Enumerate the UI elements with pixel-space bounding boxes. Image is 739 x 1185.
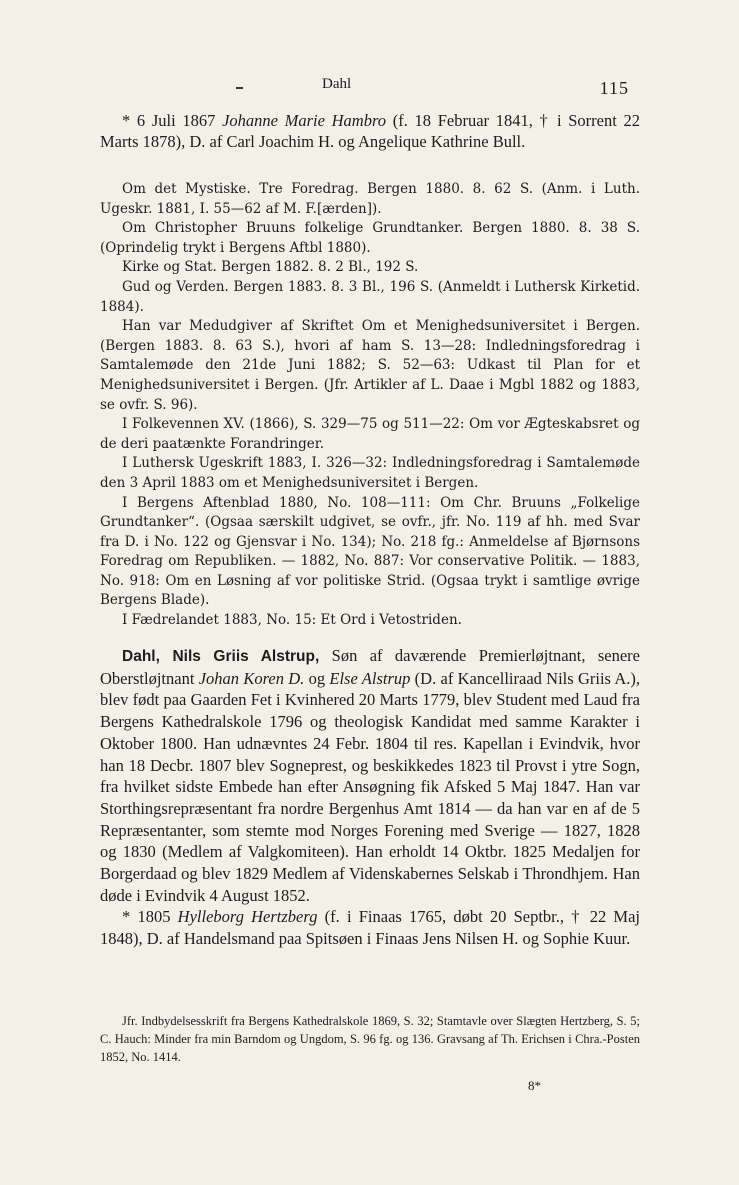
references-block [100, 1012, 640, 1066]
running-title: Dahl [322, 76, 352, 92]
marriage2-rest: (f. i Finaas 1765, døbt 20 Septbr., † 22 Maj 1848), D. af Handelsmand paa Spitsøen i Finaas Jens Nilsen H. og Sophie Kuur. [100, 907, 641, 949]
intro-b: og [304, 668, 330, 688]
work-item: I Luthersk Ugeskrift 1883, I. 326—32: Indledningsforedrag i Samtalemøde den 3 April 1883 om et Menighedsuniversitet i Bergen. [100, 455, 640, 491]
work-item: Kirke og Stat. Bergen 1882. 8. 2 Bl., 192 S. [122, 259, 419, 276]
references: Jfr. Indbydelsesskrift fra Bergens Kathedralskole 1869, S. 32; Stamtavle over Slægten Hertzberg, S. 5; C. Hauch: Minder fra min Barndom og Ungdom, S. 96 fg. og 136. Gravsang af Th. Erichsen i Chra.-Posten 1852, No. 1414. [100, 1014, 640, 1064]
works-list [100, 180, 640, 631]
work-item: I Bergens Aftenblad 1880, No. 108—111: Om Chr. Bruuns „Folkelige Grundtanker“. (Ogsaa særskilt udgivet, se ovfr., jfr. No. 119 af hh. med Svar fra D. i No. 122 og Gjensvar i No. 134); No. 218 fg.: Anmeldelse af Bjørnsons Foredrag om Republiken. — 1882, No. 887: Vor conservative Politik. — 1883, No. 918: Om en Løsning af vor politiske Strid. (Ogsaa trykt i samtlige øvrige Bergens Blade). [100, 494, 640, 609]
marriage-paragraph [100, 110, 640, 152]
work-item: I Fædrelandet 1883, No. 15: Et Ord i Vetostriden. [122, 612, 462, 629]
intro-a: Søn af daværende Premierløjtnant, senere Oberstløjtnant [100, 646, 640, 688]
marriage2-paragraph [100, 906, 640, 949]
entry2 [100, 645, 640, 950]
work-item: Gud og Verden. Bergen 1883. 8. 3 Bl., 196 S. (Anmeldt i Luthersk Kirketid. 1884). [100, 278, 640, 315]
page-number: 115 [599, 78, 629, 98]
entry1-marriage [100, 110, 640, 152]
biography-paragraph [100, 645, 640, 906]
work-item: Han var Medudgiver af Skriftet Om et Menighedsuniversitet i Bergen. (Bergen 1883. 8. 63 S.), hvori af ham S. 13—28: Indledningsforedrag i Samtalemøde den 21de Juni 1882; S. 52—63: Udkast til Plan for et Menighedsuniversitet i Bergen. (Jfr. Artikler af L. Daae i Mgbl 1882 og 1883, se ovfr. S. 96). [100, 318, 640, 413]
work-item: Om det Mystiske. Tre Foredrag. Bergen 1880. 8. 62 S. (Anm. i Luth. Ugeskr. 1881, I. 55—62 af M. F.[ærden]). [100, 181, 640, 217]
marriage-lead: * 6 Juli 1867 [122, 111, 223, 130]
biography-body: (D. af Kancelliraad Nils Griis A.), blev født paa Gaarden Fet i Kvinhered 20 Marts 1779, blev Student med Laud fra Bergens Kathedralskole 1796 og theologisk Kandidat med samme Karakter i Oktober 1800. Han udnævntes 24 Febr. 1804 til res. Kapellan i Evindvik, hvor han 18 Decbr. 1807 blev Sogneprest, og beskikkedes 1823 til Provst i ytre Sogn, fra hvilket sidste Embede han efter Ansøgning fik Afsked 5 Maj 1847. Han var Storthingsrepræsentant fra nordre Bergenhus Amt 1814 — da han var en af de 5 Repræsentanter, som stemte mod Norges Forening med Sverige — 1827, 1828 og 1830 (Medlem af Valgkomiteen). Han erholdt 14 Oktbr. 1825 Medaljen for Borgerdaad og blev 1829 Medlem af Videnskabernes Selskab i Throndhjem. Han døde i Evindvik 4 August 1852. [100, 668, 641, 905]
spouse-name: Johanne Marie Hambro [222, 111, 387, 130]
running-head [0, 70, 739, 100]
marriage-rest: (f. 18 Februar 1841, † i Sorrent 22 Marts 1878), D. af Carl Joachim H. og Angelique Kathrine Bull. [100, 111, 640, 151]
work-item: Om Christopher Bruuns folkelige Grundtanker. Bergen 1880. 8. 38 S. (Oprindelig trykt i Bergens Aftbl 1880). [100, 220, 640, 256]
signature-mark: 8* [528, 1078, 541, 1093]
spouse2-name: Hylleborg Hertzberg [177, 907, 318, 927]
print-mark [236, 87, 243, 89]
father-name: Johan Koren D. [198, 668, 305, 688]
marriage2-lead: * 1805 [122, 907, 178, 927]
mother-name: Else Alstrup [329, 668, 411, 688]
work-item: I Folkevennen XV. (1866), S. 329—75 og 511—22: Om vor Ægteskabsret og de deri paatænkte Forandringer. [100, 416, 640, 452]
entry-heading: Dahl, Nils Griis Alstrup, [122, 648, 320, 665]
